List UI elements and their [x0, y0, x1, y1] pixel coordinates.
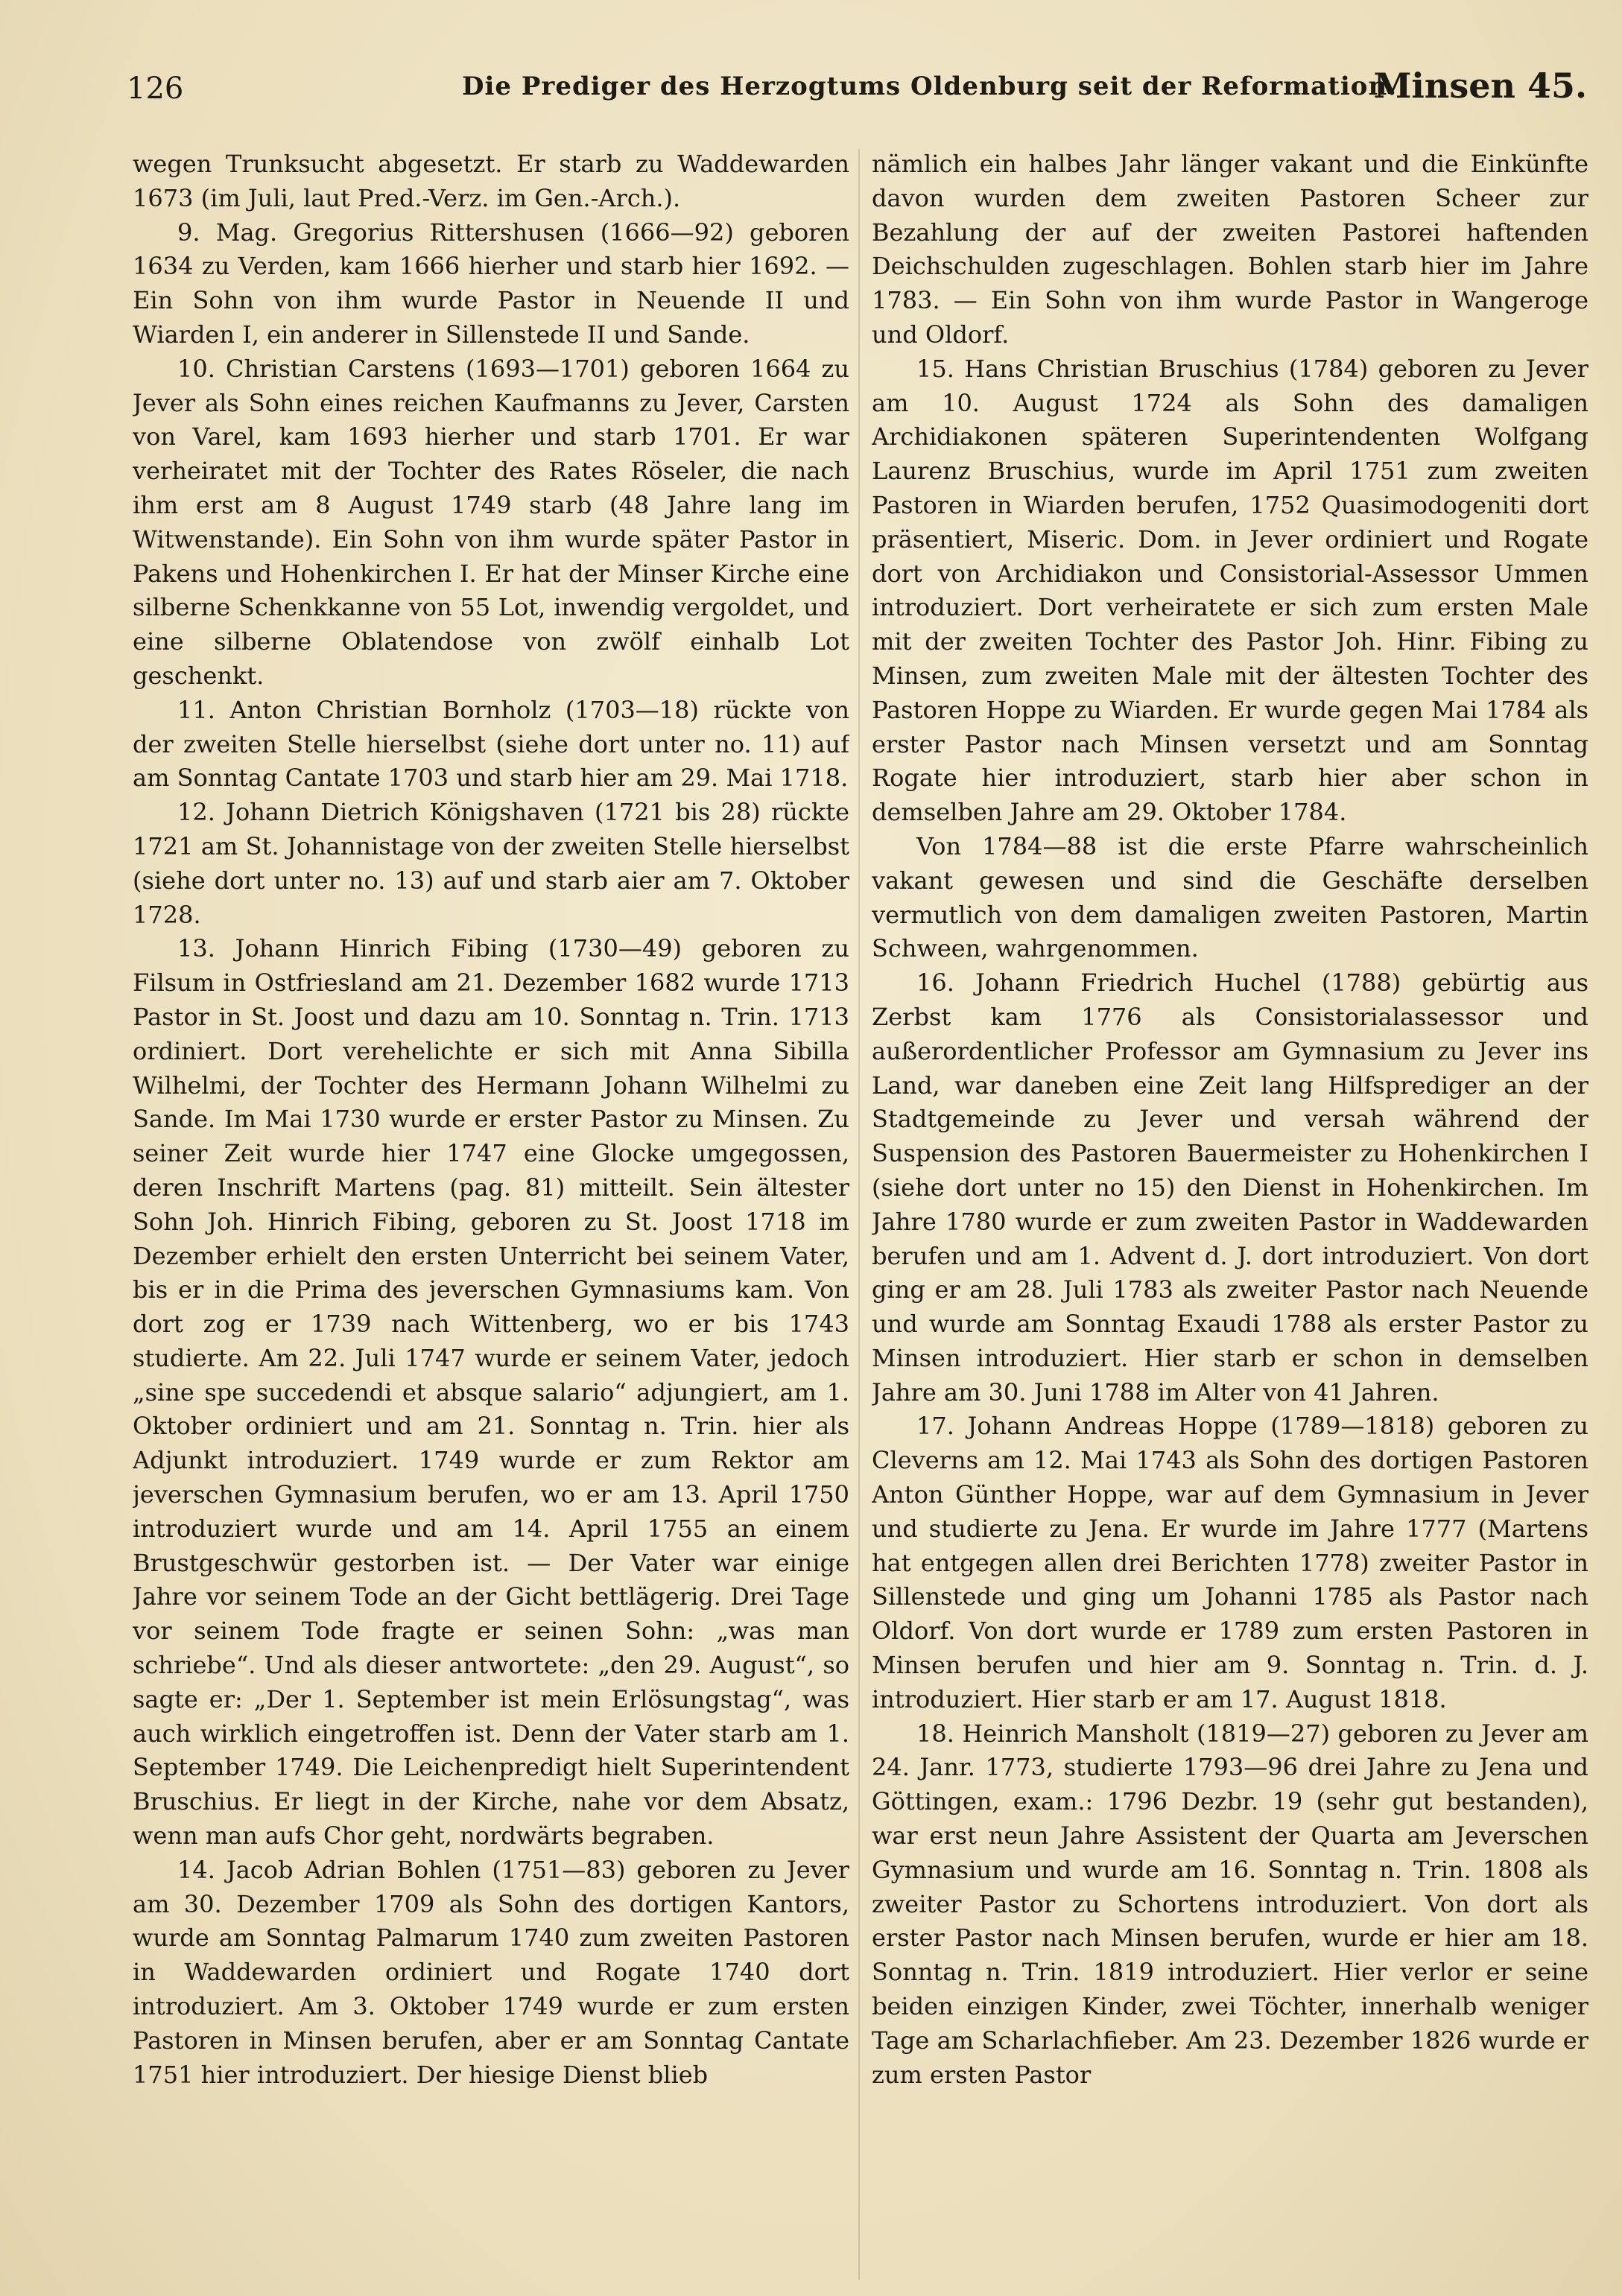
- right-column: [872, 148, 1588, 2286]
- page-number: 126: [127, 72, 184, 106]
- paragraph: 9. Mag. Gregorius Rittershusen (1666—92) geboren 1634 zu Verden, kam 1666 hierher und starb hier 1692. — Ein Sohn von ihm wurde Pastor in Neuende II und Wiarden I, ein anderer in Sillenstede II und Sande.: [133, 218, 849, 349]
- page-header: [127, 66, 1587, 110]
- paragraph: nämlich ein halbes Jahr länger vakant und die Einkünfte davon wurden dem zweiten Pastoren Scheer zur Bezahlung der auf der zweiten Pastorei haftenden Deichschulden zugeschlagen. Bohlen starb hier im Jahre 1783. — Ein Sohn von ihm wurde Pastor in Wangeroge und Oldorf.: [872, 150, 1588, 349]
- paragraph: 10. Christian Carstens (1693—1701) geboren 1664 zu Jever als Sohn eines reichen Kaufmanns zu Jever, Carsten von Varel, kam 1693 hierher und starb 1701. Er war verheiratet mit der Tochter des Rates Röseler, die nach ihm erst am 8 August 1749 starb (48 Jahre lang im Witwenstande). Ein Sohn von ihm wurde später Pastor in Pakens und Hohenkirchen I. Er hat der Minser Kirche eine silberne Schenkkanne von 55 Lot, inwendig vergoldet, und eine silberne Oblatendose von zwölf einhalb Lot geschenkt.: [133, 354, 849, 690]
- paragraph: Von 1784—88 ist die erste Pfarre wahrscheinlich vakant gewesen und sind die Geschäfte derselben vermutlich von dem damaligen zweiten Pastoren, Martin Schween, wahrgenommen.: [872, 831, 1588, 963]
- paragraph: 13. Johann Hinrich Fibing (1730—49) geboren zu Filsum in Ostfriesland am 21. Dezember 1682 wurde 1713 Pastor in St. Joost und dazu am 10. Sonntag n. Trin. 1713 ordiniert. Dort verehelichte er sich mit Anna Sibilla Wilhelmi, der Tochter des Hermann Johann Wilhelmi zu Sande. Im Mai 1730 wurde er erster Pastor zu Minsen. Zu seiner Zeit wurde hier 1747 eine Glocke umgegossen, deren Inschrift Martens (pag. 81) mitteilt. Sein ältester Sohn Joh. Hinrich Fibing, geboren zu St. Joost 1718 im Dezember erhielt den ersten Unterricht bei seinem Vater, bis er in die Prima des jeverschen Gymnasiums kam. Von dort zog er 1739 nach Wittenberg, wo er bis 1743 studierte. Am 22. Juli 1747 wurde er seinem Vater, jedoch „sine spe succedendi et absque salario“ adjungiert, am 1. Oktober ordiniert und am 21. Sonntag n. Trin. hier als Adjunkt introduziert. 1749 wurde er zum Rektor am jeverschen Gymnasium berufen, wo er am 13. April 1750 introduziert wurde und am 14. April 1755 an einem Brustgeschwür gestorben ist. — Der Vater war einige Jahre vor seinem Tode an der Gicht bettlägerig. Drei Tage vor seinem Tode fragte er seinen Sohn: „was man schriebe“. Und als dieser antwortete: „den 29. August“, so sagte er: „Der 1. September ist mein Erlösungstag“, was auch wirklich eingetroffen ist. Denn der Vater starb am 1. September 1749. Die Leichenpredigt hielt Superintendent Bruschius. Er liegt in der Kirche, nahe vor dem Absatz, wenn man aufs Chor geht, nordwärts begraben.: [133, 934, 849, 1851]
- left-column: [133, 148, 849, 2286]
- section-heading: Minsen 45.: [1373, 66, 1587, 106]
- paragraph: wegen Trunksucht abgesetzt. Er starb zu Waddewarden 1673 (im Juli, laut Pred.-Verz. im Gen.-Arch.).: [133, 150, 849, 212]
- running-title: Die Prediger des Herzogtums Oldenburg seit der Reformation.: [462, 72, 1398, 101]
- paragraph: 12. Johann Dietrich Königshaven (1721 bis 28) rückte 1721 am St. Johannistage von der zweiten Stelle hierselbst (siehe dort unter no. 13) auf und starb aier am 7. Oktober 1728.: [133, 798, 849, 929]
- paragraph: 14. Jacob Adrian Bohlen (1751—83) geboren zu Jever am 30. Dezember 1709 als Sohn des dortigen Kantors, wurde am Sonntag Palmarum 1740 zum zweiten Pastoren in Waddewarden ordiniert und Rogate 1740 dort introduziert. Am 3. Oktober 1749 wurde er zum ersten Pastoren in Minsen berufen, aber er am Sonntag Cantate 1751 hier introduziert. Der hiesige Dienst blieb: [133, 1855, 849, 2089]
- paragraph: 11. Anton Christian Bornholz (1703—18) rückte von der zweiten Stelle hierselbst (siehe dort unter no. 11) auf am Sonntag Cantate 1703 und starb hier am 29. Mai 1718.: [133, 695, 849, 793]
- paragraph: 17. Johann Andreas Hoppe (1789—1818) geboren zu Cleverns am 12. Mai 1743 als Sohn des dortigen Pastoren Anton Günther Hoppe, war auf dem Gymnasium in Jever und studierte zu Jena. Er wurde im Jahre 1777 (Martens hat entgegen allen drei Berichten 1778) zweiter Pastor in Sillenstede und ging um Johanni 1785 als Pastor nach Oldorf. Von dort wurde er 1789 zum ersten Pastoren in Minsen berufen und hier am 9. Sonntag n. Trin. d. J. introduziert. Hier starb er am 17. August 1818.: [872, 1412, 1588, 1713]
- paragraph: 15. Hans Christian Bruschius (1784) geboren zu Jever am 10. August 1724 als Sohn des damaligen Archidiakonen späteren Superintendenten Wolfgang Laurenz Bruschius, wurde im April 1751 zum zweiten Pastoren in Wiarden berufen, 1752 Quasimodogeniti dort präsentiert, Miseric. Dom. in Jever ordiniert und Rogate dort von Archidiakon und Consistorial-Assessor Ummen introduziert. Dort verheiratete er sich zum ersten Male mit der zweiten Tochter des Pastor Joh. Hinr. Fibing zu Minsen, zum zweiten Male mit der ältesten Tochter des Pastoren Hoppe zu Wiarden. Er wurde gegen Mai 1784 als erster Pastor nach Minsen versetzt und am Sonntag Rogate hier introduziert, starb hier aber schon in demselben Jahre am 29. Oktober 1784.: [872, 354, 1588, 827]
- paragraph: 16. Johann Friedrich Huchel (1788) gebürtig aus Zerbst kam 1776 als Consistorialassessor und außerordentlicher Professor am Gymnasium zu Jever ins Land, war daneben eine Zeit lang Hilfsprediger an der Stadtgemeinde zu Jever und versah während der Suspension des Pastoren Bauermeister zu Hohenkirchen I (siehe dort unter no 15) den Dienst in Hohenkirchen. Im Jahre 1780 wurde er zum zweiten Pastor in Waddewarden berufen und am 1. Advent d. J. dort introduziert. Von dort ging er am 28. Juli 1783 als zweiter Pastor nach Neuende und wurde am Sonntag Exaudi 1788 als erster Pastor zu Minsen introduziert. Hier starb er schon in demselben Jahre am 30. Juni 1788 im Alter von 41 Jahren.: [872, 968, 1588, 1407]
- column-divider: [858, 149, 860, 2280]
- paragraph: 18. Heinrich Mansholt (1819—27) geboren zu Jever am 24. Janr. 1773, studierte 1793—96 drei Jahre zu Jena und Göttingen, exam.: 1796 Dezbr. 19 (sehr gut bestanden), war erst neun Jahre Assistent der Quarta am Jeverschen Gymnasium und wurde am 16. Sonntag n. Trin. 1808 als zweiter Pastor zu Schortens introduziert. Von dort als erster Pastor nach Minsen berufen, wurde er hier am 18. Sonntag n. Trin. 1819 introduziert. Hier verlor er seine beiden einzigen Kinder, zwei Töchter, innerhalb weniger Tage am Scharlachfieber. Am 23. Dezember 1826 wurde er zum ersten Pastor: [872, 1719, 1588, 2089]
